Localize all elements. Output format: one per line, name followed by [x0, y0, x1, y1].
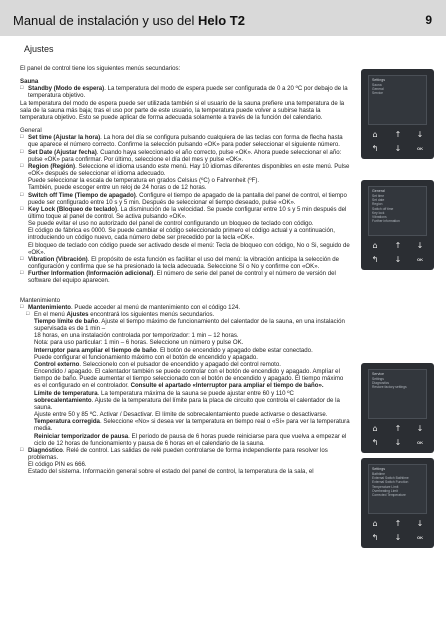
control-panel-image-maintenance-settings: [361, 458, 434, 548]
panel-screen: [368, 186, 427, 236]
maintenance-heading: Mantenimiento: [20, 296, 60, 304]
up-arrow-icon: ↑: [394, 130, 402, 139]
further-info-item: □ Further Information (Información adicional). El número de serie del panel de control y el número de versión del software del equipo aparecen.: [20, 270, 351, 284]
text-column: [20, 65, 351, 475]
down-arrow-icon: ↓: [416, 241, 424, 250]
section-title: Ajustes: [24, 44, 54, 54]
down-arrow-icon: ↓: [394, 438, 402, 447]
overheating-item: sobrecalentamiento. Ajuste de la temperatura del límite para la placa de circuito que controla el calentador de la sauna.: [34, 396, 340, 411]
set-date-item: □ Set Date (Ajustar fecha). Cuando haya seleccionado el año correcto, pulse «OK». Ahora puede seleccionar el año: pulse «OK» para confirmar. Por último, seleccione el día del mes y pulse «OK».: [20, 149, 351, 163]
page-header: [0, 0, 446, 36]
screen-title: Settings: [372, 78, 385, 82]
diagnostics-item: □ Diagnóstico. Relé de control. Las salidas de relé pueden controlarse de forma independiente para resolver los problemas.: [20, 447, 351, 461]
screen-item: Region: [372, 202, 383, 207]
back-icon: ↰: [371, 438, 379, 447]
down-arrow-icon: ↓: [416, 130, 424, 139]
manual-title: Manual de instalación y uso del Helo T2: [13, 13, 245, 28]
screen-item: Set time: [372, 194, 385, 198]
intro-text: El panel de control tiene los siguientes menús secundarios:: [20, 65, 181, 72]
panel-screen: [368, 75, 427, 125]
down-arrow-icon: ↓: [416, 519, 424, 528]
screen-item: Switch off time: [372, 206, 394, 211]
panel-screen: [368, 464, 427, 514]
extend-switch-item: Interruptor para ampliar el tiempo de baño. El botón de encendido y apagado debe estar conectado.: [34, 346, 313, 354]
diagnostics-paragraph-1: El código PIN es 666.: [28, 461, 87, 469]
general-heading: General: [20, 127, 42, 135]
back-icon: ↰: [371, 533, 379, 542]
vibration-item: □ Vibration (Vibración). El propósito de esta función es facilitar el uso del menú: la vibración anticipa la selección de configuración y confirma que se ha presionado la tecla adecuada. Seleccione Sí o No y confirme con «OK».: [20, 256, 351, 270]
screen-item: Bathtime: [372, 472, 386, 476]
screen-title: Service: [372, 372, 384, 376]
maintenance-item: □ Mantenimiento. Puede acceder al menú de mantenimiento con el código 124.: [20, 304, 351, 311]
screen-item: Diagnostics: [372, 381, 390, 386]
temperature-limit-item: Límite de temperatura. La temperatura máxima de la sauna se puede ajustar entre 60 y 110 ºC: [34, 389, 294, 397]
key-lock-paragraph-3: El bloqueo de teclado con código puede ser activado desde el menú: Tecla de bloqueo con código, No o Si, seguido de «OK».: [28, 241, 350, 256]
screen-item: External Switch Function: [372, 480, 409, 485]
corrected-temp-item: Temperatura corregida. Seleccione «No» si desea ver la temperatura en tiempo real o «Sí» para ver la temperatura media.: [34, 418, 350, 433]
up-arrow-icon: ↑: [394, 241, 402, 250]
home-icon: ⌂: [372, 241, 378, 250]
screen-item: Corrected Temperature: [372, 493, 406, 498]
screen-item: Settings: [372, 377, 384, 381]
screen-item: Vibrations: [372, 215, 387, 220]
screen-item: Restore factory settings: [372, 385, 407, 390]
region-paragraph-1: Puede seleccionar la escala de temperatura en grados Celsius (ºC) o Fahrenheit (ºF).: [28, 177, 260, 185]
control-panel-image-service: [361, 363, 434, 453]
screen-item: Key lock: [372, 210, 385, 215]
back-icon: ↰: [371, 144, 379, 153]
key-lock-paragraph-1: Se puede evitar el uso no autorizado del panel de control configurando un bloqueo de teclado con código.: [28, 220, 314, 228]
key-lock-paragraph-2: El código de fábrica es 0000. Se puede cambiar el código seleccionado primero el código actual y a continuación, introduciendo un código nuevo, cada número debe ser precedido por la tecla «OK».: [28, 227, 335, 242]
page-number: 9: [425, 13, 432, 27]
screen-item: Overheating Limit: [372, 488, 398, 493]
screen-item: Further information: [372, 219, 400, 224]
control-panel-image-settings: [361, 69, 434, 159]
control-panel-image-general: [361, 180, 434, 270]
home-icon: ⌂: [372, 130, 378, 139]
back-icon: ↰: [371, 255, 379, 264]
set-time-item: □ Set time (Ajustar la hora). La hora del día se configura pulsando cualquiera de las teclas con forma de flecha hasta que aparece el número correcto. Confirme la selección pulsando «OK» para poder seleccionar el siguiente número.: [20, 134, 351, 148]
screen-title: Settings: [372, 467, 385, 471]
ok-button-icon: OK: [417, 535, 423, 540]
extend-switch-paragraph: Puede configurar el funcionamiento máximo con el botón de encendido y apagado.: [34, 353, 258, 361]
switch-off-item: □ Switch off Time (Tiempo de apagado). Configure el tiempo de apagado de la pantalla del panel de control, el tiempo puede ser configurado entre 10 s y 5 min. Después de seleccionar el tiempo deseado, pulse «OK».: [20, 192, 351, 206]
ok-button-icon: OK: [417, 146, 423, 151]
standby-item: □ Standby (Modo de espera). La temperatura del modo de espera puede ser configurada de 0 a 20 ºC por debajo de la temperatura objetivo.: [20, 85, 351, 99]
region-paragraph-2: También, puede escoger entre un reloj de 24 horas o de 12 horas.: [28, 184, 207, 192]
home-icon: ⌂: [372, 519, 378, 528]
external-control-item: Control externo. Seleccionelo con el pulsador de encendido y apagado del control remoto.: [34, 360, 281, 368]
ok-button-icon: OK: [417, 257, 423, 262]
ajustes-item: □ En el menú Ajustes encontrará los siguientes menús secundarios.: [20, 311, 351, 318]
down-arrow-icon: ↓: [416, 424, 424, 433]
region-item: □ Region (Región). Seleccione el idioma usando este menú. Hay 10 idiomas diferentes disponibles en este menú. Pulse «OK» después de seleccionar el idioma adecuado.: [20, 163, 351, 177]
screen-title: General: [372, 189, 385, 193]
down-arrow-icon: ↓: [394, 533, 402, 542]
down-arrow-icon: ↓: [394, 144, 402, 153]
external-control-paragraph: Encendido / apagado. El calentador también se puede controlar con el botón de encendido y apagado. Amplíar el tiempo de baño. Puede aumentar el tiempo seleccionado con el botón de encendido y apagado. El tiempo máximo es el configurado en el controlador. Consulte el apartado «Interruptor para ampliar el tiempo de baño».: [34, 368, 344, 390]
sauna-heading: Sauna: [20, 78, 39, 86]
up-arrow-icon: ↑: [394, 424, 402, 433]
panel-screen: [368, 369, 427, 419]
screen-item: External Switch Bathtime: [372, 476, 409, 481]
bath-time-item: Tiempo límite de baño. Ajuste el tiempo máximo de funcionamiento del calentador de la sauna, en una instalación supervisada es de 1 min –: [34, 318, 345, 333]
screen-item: General: [372, 87, 384, 92]
overheating-paragraph: Ajuste entre 50 y 85 ºC. Activar / Desactivar. El límite de sobrecalentamiento puede activarse o desactivarse.: [34, 411, 328, 419]
up-arrow-icon: ↑: [394, 519, 402, 528]
bath-time-paragraph-1: 18 horas, en una instalación controlada por temporizador: 1 min – 12 horas.: [34, 332, 239, 340]
ok-button-icon: OK: [417, 440, 423, 445]
screen-item: Sauna: [372, 83, 382, 87]
home-icon: ⌂: [372, 424, 378, 433]
screen-item: Set date: [372, 198, 385, 203]
bath-time-paragraph-2: Nota: para uso particular: 1 min – 6 horas. Seleccione un número y pulse OK.: [34, 339, 244, 347]
reset-pause-item: Reiniciar temporizador de pausa. El periodo de pausa de 6 horas puede reiniciarse para que vuelva a empezar el ciclo de 12 horas de funcionamiento y pausa de 6 horas en el calendario de la sauna.: [34, 432, 347, 447]
key-lock-item: □ Key Lock (Bloqueo de teclado). La disminución de la velocidad. Se puede configurar entre 10 s y 5 min después del último toque al panel de control. Se activa pulsando «OK».: [20, 206, 351, 220]
screen-item: Temperature Limit: [372, 484, 399, 489]
standby-paragraph: La temperatura del modo de espera puede ser utilizada también si el usuario de la sauna prefiere una temperatura de la sala de la sauna más baja; tras el uso por parte de este usuario, la temperatura puede volver a subirse hasta la temperatura objetivo. Esto se puede aplicar de forma adecuada solamente a través de la función del calendario.: [20, 99, 345, 121]
down-arrow-icon: ↓: [394, 255, 402, 264]
screen-item: Service: [372, 91, 383, 96]
diagnostics-paragraph-2: Estado del sistema. Información general sobre el estado del panel de control, la temperatura de la sala, el: [28, 468, 314, 476]
